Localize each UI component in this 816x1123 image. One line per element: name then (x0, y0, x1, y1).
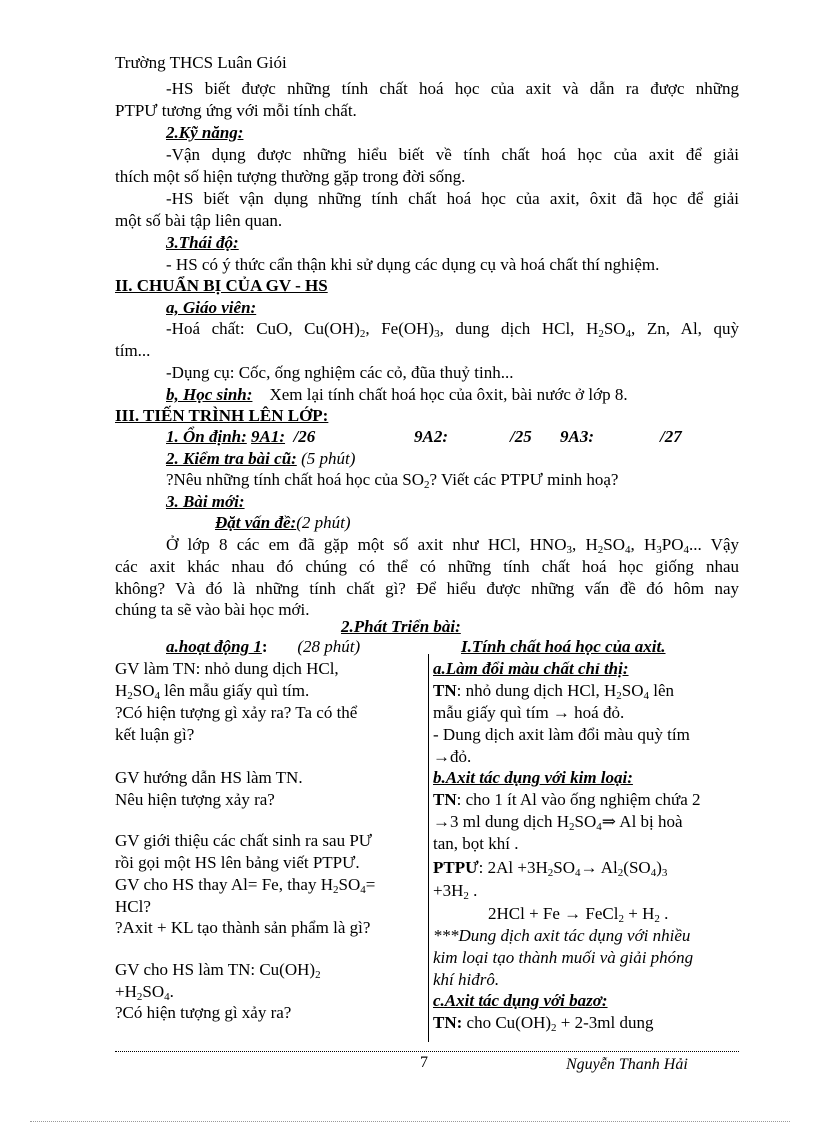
skills-line-2: thích một số hiện tượng thường gặp trong đời sống. (115, 167, 466, 186)
skills-line-1: -Vận dụng được những hiểu biết về tính chất hoá học của axit để giải (166, 145, 739, 164)
process-heading: III. TIẾN TRÌNH LÊN LỚP: (115, 406, 329, 425)
left-line-11: ?Axit + KL tạo thành sản phẩm là gì? (115, 918, 371, 937)
preparation-heading: II. CHUẨN BỊ CỦA GV - HS (115, 276, 328, 295)
new-lesson-heading: 3. Bài mới: (166, 492, 245, 511)
left-line-14: ?Có hiện tượng gì xảy ra? (115, 1003, 292, 1022)
tools-line: -Dụng cụ: Cốc, ống nghiệm các cỏ, đũa thuỷ tinh... (166, 363, 514, 382)
metal-heading: b.Axit tác dụng với kim loại: (433, 768, 633, 787)
skills-line-3: -HS biết vận dụng những tính chất hoá học của axit, ôxit đã học để giải (166, 189, 739, 208)
left-line-2: $H_2SO_4$ lên mẫu giấy quì tím. (115, 681, 310, 702)
attitude-heading: 3.Thái độ: (166, 233, 239, 252)
class-9a2: 9A2: (414, 427, 448, 446)
base-heading: c.Axit tác dụng với bazơ: (433, 991, 608, 1010)
indicator-heading: a.Làm đổi màu chất chỉ thị: (433, 659, 629, 678)
problem-line-2: các axit khác nhau đó chúng có thể có những tính chất hoá học giống nhau (115, 557, 739, 576)
page-number: 7 (420, 1054, 428, 1071)
right-line-tn-c: TN: cho $Cu(OH)_2 + 2-3ml$ dung (433, 1013, 654, 1034)
right-line-tn-a: TN: nhỏ dung dịch HCl, $H_2SO_4$ lên (433, 681, 674, 702)
right-line-a2: mẫu giấy quì tím → hoá đỏ. (433, 703, 625, 722)
equation-2: 2HCl + Fe → FeCl$_2$ + $H_2$ . (488, 904, 669, 925)
right-line-b3: tan, bọt khí . (433, 834, 519, 853)
stabilize-line: 1. Ổn định: 9A1: /26 (166, 427, 316, 446)
chemicals-line-2: tím... (115, 341, 151, 360)
class-9a3-count: /27 (660, 427, 682, 446)
right-line-a4: →đỏ. (433, 747, 472, 766)
attitude-line-1: - HS có ý thức cẩn thận khi sử dụng các dụng cụ và hoá chất thí nghiệm. (166, 255, 660, 274)
left-line-5: GV hướng dẫn HS làm TN. (115, 768, 303, 787)
left-line-10: HCl? (115, 897, 151, 916)
note-line-1: ***Dung dịch axit tác dụng với nhiều (433, 926, 691, 945)
activity-1-heading: a.hoạt động 1: (28 phút) (166, 637, 361, 656)
problem-statement-heading: Đặt vấn đề:(2 phút) (215, 513, 351, 532)
left-line-13: $+H_2SO_4$. (115, 982, 174, 1003)
problem-line-1: Ở lớp 8 các em đã gặp một số axit như HCl, $HNO_3$, $H_2SO_4$, $H_3PO_4$... Vậy (166, 535, 739, 556)
student-line: b, Học sinh: Xem lại tính chất hoá học của ôxit, bài nước ở lớp 8. (166, 385, 628, 404)
author-name: Nguyễn Thanh Hải (566, 1056, 688, 1073)
chemicals-line: -Hoá chất: CuO, $Cu(OH)_2$, $Fe(OH)_3$, dung dịch HCl, $H_2SO_4$, Zn, Al, quỳ (166, 319, 739, 340)
ptpu-line-2: $+3H_2$ . (433, 881, 478, 902)
left-line-8: rồi gọi một HS lên bảng viết PTPƯ. (115, 853, 360, 872)
column-divider (428, 654, 429, 1042)
left-line-4: kết luận gì? (115, 725, 195, 744)
knowledge-line-2: PTPƯ tương ứng với mỗi tính chất. (115, 101, 357, 120)
right-line-b2: →3 ml dung dịch $H_2SO_4\Rightarrow$ Al bị hoà (433, 812, 683, 833)
problem-line-3: không? Và đó là những tính chất gì? Để hiểu được những vấn đề đó hôm nay (115, 579, 739, 598)
knowledge-line-1: -HS biết được những tính chất hoá học của axit và dẫn ra được những (166, 79, 739, 98)
right-line-a3: - Dung dịch axit làm đổi màu quỳ tím (433, 725, 690, 744)
develop-heading: 2.Phát Triển bài: (341, 617, 461, 636)
page-bottom-rule (30, 1121, 790, 1122)
skills-line-4: một số bài tập liên quan. (115, 211, 283, 230)
student-heading: b, Học sinh: (166, 385, 253, 404)
right-line-tn-b: TN: cho 1 ít Al vào ống nghiệm chứa 2 (433, 790, 701, 809)
skills-heading: 2.Kỹ năng: (166, 123, 244, 142)
left-line-7: GV giới thiệu các chất sinh ra sau PƯ (115, 831, 372, 850)
footer-rule (115, 1051, 739, 1052)
note-line-3: khí hiđrô. (433, 970, 500, 989)
ptpu-line: PTPƯ: $2Al +3H_2SO_4\to Al_2(SO_4)_3$ (433, 858, 668, 879)
left-line-3: ?Có hiện tượng gì xảy ra? Ta có thể (115, 703, 358, 722)
problem-line-4: chúng ta sẽ vào bài học mới. (115, 600, 310, 619)
left-line-12: GV cho HS làm TN: $Cu(OH)_2$ (115, 960, 321, 981)
teacher-heading: a, Giáo viên: (166, 298, 257, 317)
note-line-2: kim loại tạo thành muối và giải phóng (433, 948, 694, 967)
properties-heading: I.Tính chất hoá học của axit. (461, 637, 666, 656)
left-line-6: Nêu hiện tượng xảy ra? (115, 790, 275, 809)
class-9a2-count: /25 (510, 427, 532, 446)
old-lesson-question: ?Nêu những tính chất hoá học của $SO_2$? Viết các PTPƯ minh hoạ? (166, 470, 619, 491)
school-name: Trường THCS Luân Giói (115, 53, 287, 72)
left-line-9: GV cho HS thay Al= Fe, thay $H_2SO_4=$ (115, 875, 376, 896)
left-line-1: GV làm TN: nhỏ dung dịch HCl, (115, 659, 339, 678)
class-9a3: 9A3: (560, 427, 594, 446)
old-lesson-check: 2. Kiểm tra bài cũ: (5 phút) (166, 449, 356, 468)
